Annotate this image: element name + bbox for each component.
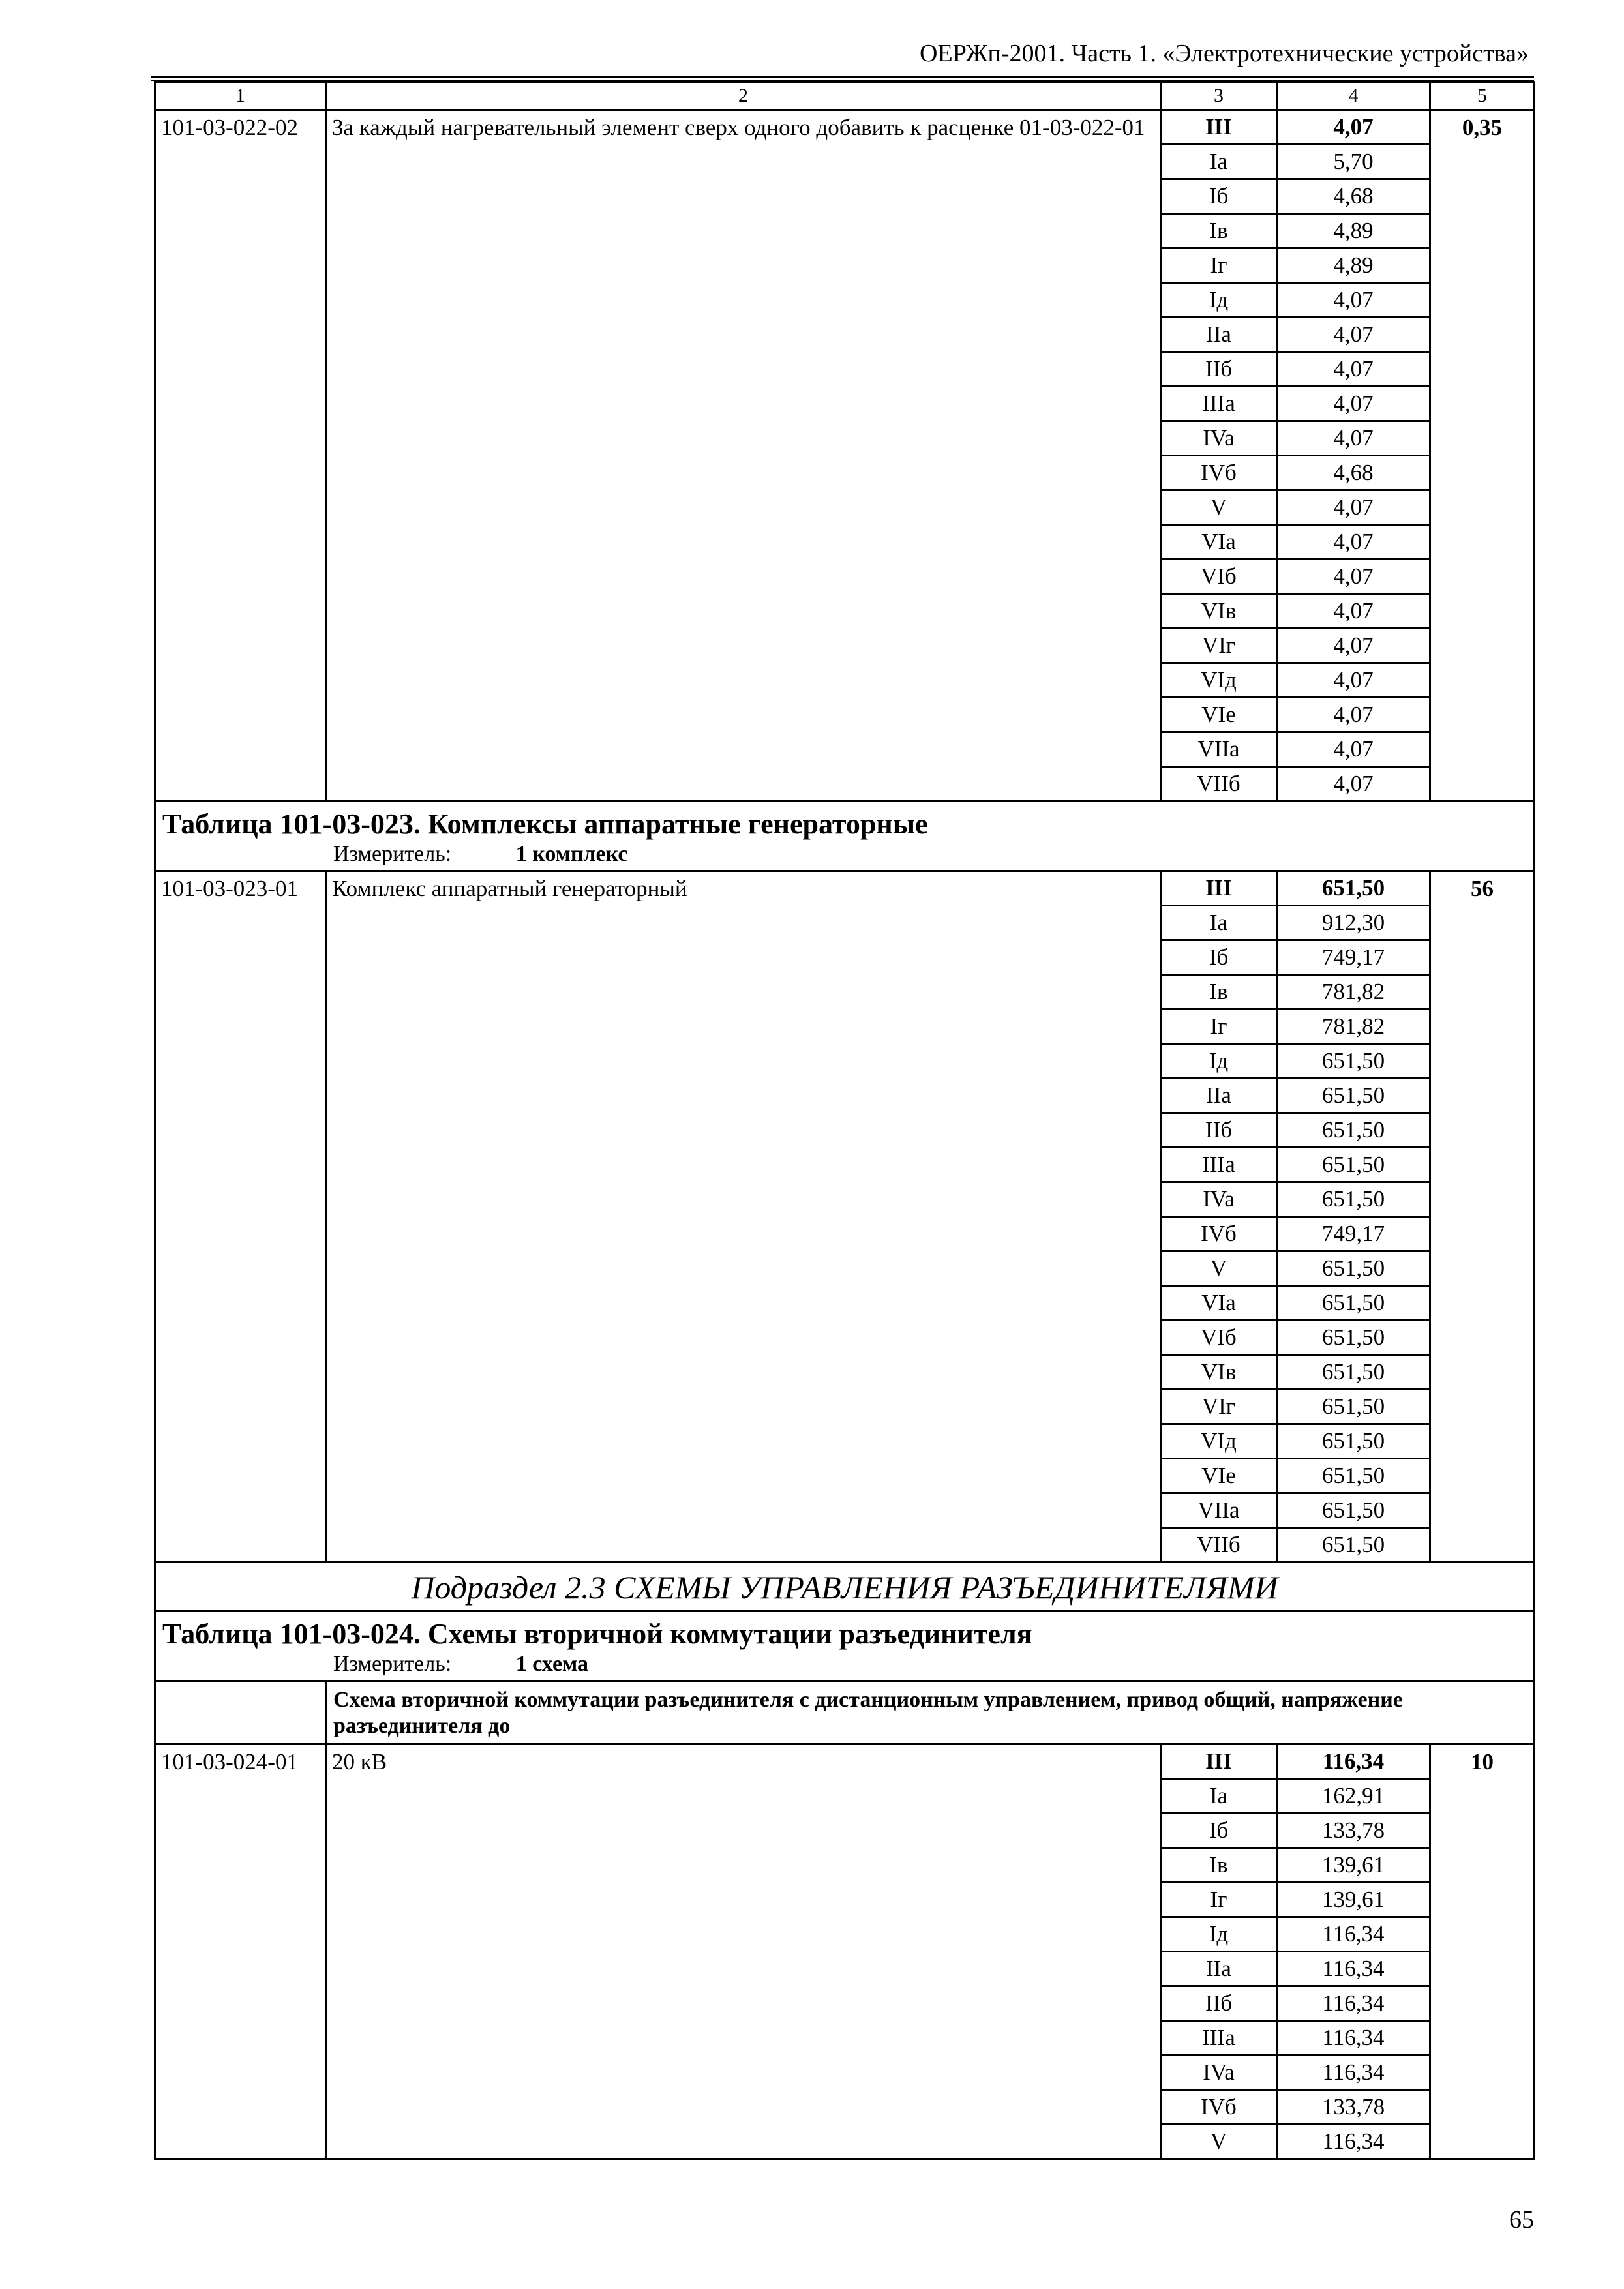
- zone-cell: IIIa: [1161, 387, 1277, 421]
- zone-cell: Iб: [1161, 1814, 1277, 1848]
- zone-cell: IVa: [1161, 1182, 1277, 1217]
- zone-cell: VIa: [1161, 1286, 1277, 1321]
- price-cell: 116,34: [1277, 2021, 1430, 2056]
- table-title: Таблица 101-03-023. Комплексы аппаратные генераторные: [162, 808, 928, 840]
- zone-cell: VIIб: [1161, 1528, 1277, 1563]
- zone-cell: IIб: [1161, 1986, 1277, 2021]
- zone-cell: Iд: [1161, 1044, 1277, 1079]
- price-cell: 116,34: [1277, 2125, 1430, 2159]
- column-number: 2: [326, 82, 1161, 110]
- price-cell: 651,50: [1277, 1424, 1430, 1459]
- price-cell: 651,50: [1277, 1044, 1430, 1079]
- zone-cell: Ia: [1161, 1779, 1277, 1814]
- price-cell: 651,50: [1277, 1528, 1430, 1563]
- price-cell: 4,07: [1277, 732, 1430, 767]
- price-cell: 133,78: [1277, 2090, 1430, 2125]
- price-cell: 651,50: [1277, 1182, 1430, 1217]
- zone-cell: VIIa: [1161, 1493, 1277, 1528]
- price-cell: 4,89: [1277, 214, 1430, 248]
- table-row: [155, 1744, 1535, 1779]
- price-cell: 5,70: [1277, 145, 1430, 179]
- zone-cell: IVa: [1161, 421, 1277, 456]
- rate-group-101-03-022-02: [155, 110, 1535, 801]
- zone-cell: Iд: [1161, 283, 1277, 318]
- price-cell: 4,07: [1277, 352, 1430, 387]
- zone-cell: VIд: [1161, 663, 1277, 698]
- rates-table: [154, 81, 1535, 2160]
- zone-cell: Iг: [1161, 1010, 1277, 1044]
- table-row: [155, 110, 1535, 145]
- price-cell: 4,89: [1277, 248, 1430, 283]
- measure-line: [333, 1651, 1527, 1677]
- table-heading-cell: [155, 1611, 1535, 1681]
- price-cell: 4,07: [1277, 110, 1430, 145]
- zone-cell: VIIa: [1161, 732, 1277, 767]
- rate-group-101-03-023-01: [155, 871, 1535, 1563]
- price-cell: 651,50: [1277, 871, 1430, 906]
- zone-cell: IIIa: [1161, 1148, 1277, 1182]
- price-cell: 139,61: [1277, 1848, 1430, 1883]
- zone-cell: IIIa: [1161, 2021, 1277, 2056]
- price-cell: 651,50: [1277, 1079, 1430, 1113]
- price-cell: 4,07: [1277, 594, 1430, 629]
- column-number: 1: [155, 82, 326, 110]
- measure-label: Измеритель:: [333, 842, 452, 866]
- price-cell: 651,50: [1277, 1286, 1430, 1321]
- measure-unit: 1 схема: [515, 1652, 589, 1676]
- price-cell: 4,07: [1277, 490, 1430, 525]
- labor-cell: 0,35: [1430, 110, 1535, 801]
- zone-cell: Iб: [1161, 940, 1277, 975]
- zone-cell: V: [1161, 2125, 1277, 2159]
- rate-description: За каждый нагревательный элемент сверх одного добавить к расценке 01-03-022-01: [326, 110, 1161, 801]
- price-cell: 116,34: [1277, 1917, 1430, 1952]
- measure-label: Измеритель:: [333, 1652, 452, 1676]
- zone-cell: IVб: [1161, 1217, 1277, 1251]
- rate-code: 101-03-023-01: [155, 871, 326, 1563]
- zone-cell: VIa: [1161, 525, 1277, 560]
- zone-cell: III: [1161, 110, 1277, 145]
- price-cell: 651,50: [1277, 1355, 1430, 1390]
- table-row: [155, 871, 1535, 906]
- rate-description: Комплекс аппаратный генераторный: [326, 871, 1161, 1563]
- measure-unit: 1 комплекс: [515, 842, 628, 866]
- table-heading-cell: [155, 801, 1535, 871]
- price-cell: 651,50: [1277, 1459, 1430, 1493]
- zone-cell: VIб: [1161, 1321, 1277, 1355]
- labor-cell: 10: [1430, 1744, 1535, 2159]
- note-row: [155, 1681, 1535, 1744]
- zone-cell: VIг: [1161, 1390, 1277, 1424]
- zone-cell: VIд: [1161, 1424, 1277, 1459]
- price-cell: 4,07: [1277, 421, 1430, 456]
- zone-cell: VIв: [1161, 594, 1277, 629]
- rate-description: 20 кВ: [326, 1744, 1161, 2159]
- price-cell: 4,07: [1277, 560, 1430, 594]
- price-cell: 912,30: [1277, 906, 1430, 940]
- price-cell: 651,50: [1277, 1321, 1430, 1355]
- zone-cell: Iв: [1161, 214, 1277, 248]
- zone-cell: Iг: [1161, 248, 1277, 283]
- note-empty-cell: [155, 1681, 326, 1744]
- labor-cell: 56: [1430, 871, 1535, 1563]
- price-cell: 4,68: [1277, 456, 1430, 490]
- zone-cell: VIб: [1161, 560, 1277, 594]
- zone-cell: IVa: [1161, 2056, 1277, 2090]
- zone-cell: III: [1161, 1744, 1277, 1779]
- rate-code: 101-03-024-01: [155, 1744, 326, 2159]
- zone-cell: VIв: [1161, 1355, 1277, 1390]
- price-cell: 4,68: [1277, 179, 1430, 214]
- zone-cell: IVб: [1161, 2090, 1277, 2125]
- table-heading-row: [155, 1611, 1535, 1681]
- price-cell: 4,07: [1277, 629, 1430, 663]
- table-note: Схема вторичной коммутации разъединителя с дистанционным управлением, привод общий, напряжение разъединителя до: [326, 1681, 1535, 1744]
- zone-cell: III: [1161, 871, 1277, 906]
- subsection-row: [155, 1563, 1535, 1611]
- zone-cell: IIa: [1161, 1079, 1277, 1113]
- column-numbers-row: [155, 82, 1535, 110]
- page-number: 65: [1509, 2206, 1534, 2234]
- price-cell: 651,50: [1277, 1148, 1430, 1182]
- zone-cell: Iв: [1161, 975, 1277, 1010]
- price-cell: 4,07: [1277, 318, 1430, 352]
- price-cell: 133,78: [1277, 1814, 1430, 1848]
- price-cell: 4,07: [1277, 387, 1430, 421]
- price-cell: 781,82: [1277, 1010, 1430, 1044]
- price-cell: 139,61: [1277, 1883, 1430, 1917]
- price-cell: 4,07: [1277, 698, 1430, 732]
- running-header: [151, 34, 1534, 78]
- zone-cell: IIa: [1161, 1952, 1277, 1986]
- price-cell: 4,07: [1277, 663, 1430, 698]
- zone-cell: VIe: [1161, 1459, 1277, 1493]
- rate-code: 101-03-022-02: [155, 110, 326, 801]
- zone-cell: Iг: [1161, 1883, 1277, 1917]
- zone-cell: VIг: [1161, 629, 1277, 663]
- zone-cell: V: [1161, 1251, 1277, 1286]
- price-cell: 749,17: [1277, 1217, 1430, 1251]
- zone-cell: Iб: [1161, 179, 1277, 214]
- price-cell: 116,34: [1277, 1952, 1430, 1986]
- price-cell: 4,07: [1277, 525, 1430, 560]
- table-heading-row: [155, 801, 1535, 871]
- price-cell: 651,50: [1277, 1390, 1430, 1424]
- column-number: 3: [1161, 82, 1277, 110]
- price-cell: 651,50: [1277, 1113, 1430, 1148]
- zone-cell: Ia: [1161, 906, 1277, 940]
- price-cell: 749,17: [1277, 940, 1430, 975]
- zone-cell: V: [1161, 490, 1277, 525]
- zone-cell: IIб: [1161, 1113, 1277, 1148]
- price-cell: 651,50: [1277, 1493, 1430, 1528]
- subsection-title: Подраздел 2.3 СХЕМЫ УПРАВЛЕНИЯ РАЗЪЕДИНИТЕЛЯМИ: [155, 1563, 1535, 1611]
- price-cell: 116,34: [1277, 1744, 1430, 1779]
- header-title: ОЕРЖп-2001. Часть 1. «Электротехнические устройства»: [920, 40, 1529, 67]
- zone-cell: Ia: [1161, 145, 1277, 179]
- table-title: Таблица 101-03-024. Схемы вторичной коммутации разъединителя: [162, 1618, 1032, 1650]
- zone-cell: IVб: [1161, 456, 1277, 490]
- zone-cell: Iв: [1161, 1848, 1277, 1883]
- column-number: 4: [1277, 82, 1430, 110]
- rate-group-101-03-024-01: [155, 1744, 1535, 2159]
- zone-cell: VIe: [1161, 698, 1277, 732]
- price-cell: 116,34: [1277, 2056, 1430, 2090]
- price-cell: 4,07: [1277, 767, 1430, 801]
- zone-cell: IIa: [1161, 318, 1277, 352]
- zone-cell: VIIб: [1161, 767, 1277, 801]
- measure-line: [333, 841, 1527, 867]
- price-cell: 4,07: [1277, 283, 1430, 318]
- column-number: 5: [1430, 82, 1535, 110]
- zone-cell: IIб: [1161, 352, 1277, 387]
- price-cell: 651,50: [1277, 1251, 1430, 1286]
- price-cell: 162,91: [1277, 1779, 1430, 1814]
- zone-cell: Iд: [1161, 1917, 1277, 1952]
- price-cell: 116,34: [1277, 1986, 1430, 2021]
- price-cell: 781,82: [1277, 975, 1430, 1010]
